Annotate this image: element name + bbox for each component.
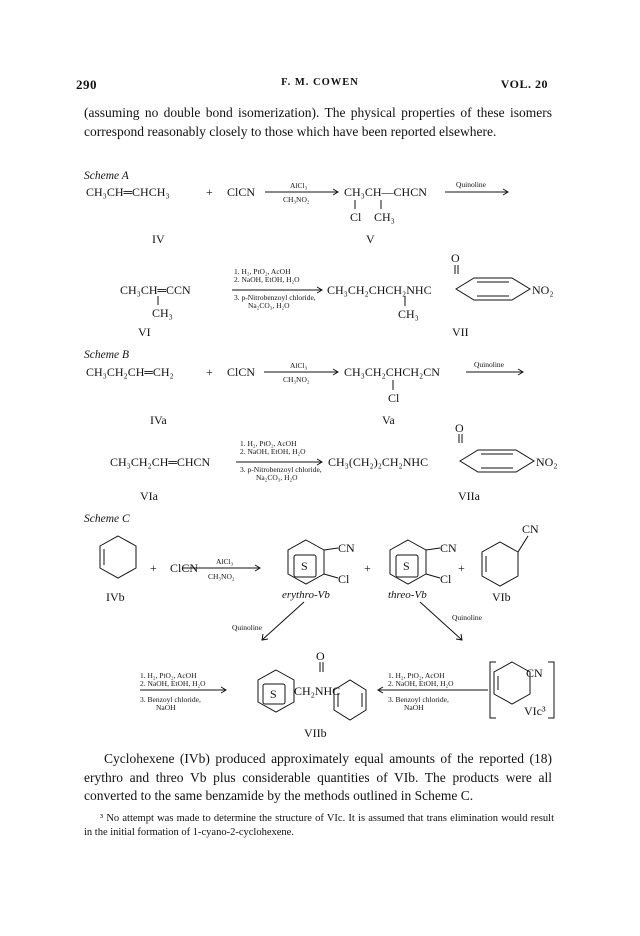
- label-vib: VIb: [492, 590, 511, 604]
- scheme-a-quinoline: Quinoline: [456, 180, 486, 189]
- scheme-a-product-v: CH₃CH—CHCN: [344, 185, 427, 199]
- scheme-a-label: Scheme A: [84, 170, 129, 182]
- label-threo-vb: threo-Vb: [388, 589, 427, 601]
- page-number: 290: [76, 77, 97, 92]
- compound-vi-ch3: CH₃: [152, 306, 173, 320]
- scheme-a-solvent: CH₃NO₂: [283, 195, 310, 204]
- threo-ring-s: S: [403, 559, 410, 573]
- scheme-c-plus-3: +: [458, 561, 465, 575]
- scheme-c-reagent: ClCN: [170, 561, 199, 575]
- erythro-ring-s: S: [301, 559, 308, 573]
- compound-viia: CH₃(CH₂)₂CH₂NHC: [328, 455, 429, 469]
- scheme-a-plus: +: [206, 185, 213, 199]
- scheme-c-left-step-2: 2. NaOH, EtOH, H₂O: [140, 679, 206, 688]
- scheme-a-v-cl: Cl: [350, 210, 362, 224]
- scheme-b-step-3b: Na₂CO₃, H₂O: [256, 473, 298, 482]
- label-vi: VI: [138, 325, 151, 339]
- volume-label: VOL. 20: [500, 77, 548, 91]
- erythro-cn: CN: [338, 541, 355, 555]
- erythro-cl: Cl: [338, 572, 350, 586]
- scheme-b-quinoline: Quinoline: [474, 360, 504, 369]
- compound-via: CH₃CH₂CH═CHCN: [110, 455, 211, 469]
- scheme-b-solvent: CH₃NO₂: [283, 375, 310, 384]
- scheme-b-step-3: 3. p-Nitrobenzoyl chloride,: [240, 465, 322, 474]
- label-via: VIa: [140, 489, 158, 503]
- label-ivb: IVb: [106, 590, 125, 604]
- compound-vii-no2: NO₂: [532, 283, 554, 297]
- scheme-c-solvent: CH₃NO₂: [208, 572, 235, 581]
- scheme-c-plus-2: +: [364, 561, 371, 575]
- label-va: Va: [382, 413, 395, 427]
- closing-paragraph: Cyclohexene (IVb) produced approximately equal amounts of the reported (18) erythro and threo Vb plus considerable quantities of VIb. The products were all converted to the same benzamide by the methods outlined in Scheme C.: [84, 751, 552, 803]
- scheme-b-reactant: CH₃CH₂CH═CH₂: [86, 365, 174, 379]
- scheme-a-step-1: 1. H₂, PtO₂, AcOH: [234, 267, 291, 276]
- scheme-c-left-step-1: 1. H₂, PtO₂, AcOH: [140, 671, 197, 680]
- label-iva: IVa: [150, 413, 167, 427]
- scheme-c-right-step-3b: NaOH: [404, 703, 424, 712]
- scheme-c-right-step-3: 3. Benzoyl chloride,: [388, 695, 449, 704]
- scheme-b-step-1: 1. H₂, PtO₂, AcOH: [240, 439, 297, 448]
- compound-vii-ch3: CH₃: [398, 307, 419, 321]
- compound-viia-no2: NO₂: [536, 455, 558, 469]
- compound-va: CH₃CH₂CHCH₂CN: [344, 365, 440, 379]
- threo-cn: CN: [440, 541, 457, 555]
- label-viia: VIIa: [458, 489, 480, 503]
- scheme-c-label: Scheme C: [84, 513, 130, 525]
- viib-group: CH₂NHC: [294, 684, 341, 698]
- scheme-c-left-step-3: 3. Benzoyl chloride,: [140, 695, 201, 704]
- compound-vii: CH₃CH₂CHCH₂NHC: [327, 283, 432, 297]
- intro-paragraph: (assuming no double bond isomerization). The physical properties of these isomers correspond reasonably closely to those which have been reported elsewhere.: [84, 105, 552, 139]
- compound-vii-oxygen: O: [451, 251, 460, 265]
- threo-cl: Cl: [440, 572, 452, 586]
- label-v: V: [366, 232, 375, 246]
- scheme-a-v-ch3: CH₃: [374, 210, 395, 224]
- viib-oxygen: O: [316, 649, 325, 663]
- scheme-b-catalyst: AlCl₃: [290, 361, 308, 370]
- footnote: ³ No attempt was made to determine the structure of VIc. It is assumed that trans elimination would result in the initial formation of 1-cyano-2-cyclohexene.: [84, 813, 554, 838]
- scheme-c-catalyst: AlCl₃: [216, 557, 234, 566]
- scheme-a-step-3: 3. p-Nitrobenzoyl chloride,: [234, 293, 316, 302]
- scheme-a-reactant: CH₃CH═CHCH₃: [86, 185, 170, 199]
- scheme-b-reagent: ClCN: [227, 365, 256, 379]
- vib-cn: CN: [522, 522, 539, 536]
- scheme-c-right-step-2: 2. NaOH, EtOH, H₂O: [388, 679, 454, 688]
- label-vic: VIc³: [524, 704, 546, 718]
- running-head-author: F. M. COWEN: [281, 77, 359, 88]
- compound-vi: CH₃CH═CCN: [120, 283, 191, 297]
- scheme-a-step-2: 2. NaOH, EtOH, H₂O: [234, 275, 300, 284]
- viib-ring-s: S: [270, 687, 277, 701]
- scheme-b-label: Scheme B: [84, 349, 130, 361]
- scheme-c-right-step-1: 1. H₂, PtO₂, AcOH: [388, 671, 445, 680]
- scheme-c-plus-1: +: [150, 561, 157, 575]
- scheme-a-catalyst: AlCl₃: [290, 181, 308, 190]
- scheme-a-reagent: ClCN: [227, 185, 256, 199]
- label-erythro-vb: erythro-Vb: [282, 589, 330, 601]
- scheme-a-step-3b: Na₂CO₃, H₂O: [248, 301, 290, 310]
- vic-cn: CN: [526, 666, 543, 680]
- label-viib: VIIb: [304, 726, 327, 740]
- scheme-c-quinoline-left: Quinoline: [232, 623, 262, 632]
- scheme-c-left-step-3b: NaOH: [156, 703, 176, 712]
- compound-va-cl: Cl: [388, 391, 400, 405]
- scheme-c-quinoline-right: Quinoline: [452, 613, 482, 622]
- label-vii: VII: [452, 325, 469, 339]
- compound-viia-oxygen: O: [455, 421, 464, 435]
- scheme-b-plus: +: [206, 365, 213, 379]
- label-iv: IV: [152, 232, 165, 246]
- scheme-b-step-2: 2. NaOH, EtOH, H₂O: [240, 447, 306, 456]
